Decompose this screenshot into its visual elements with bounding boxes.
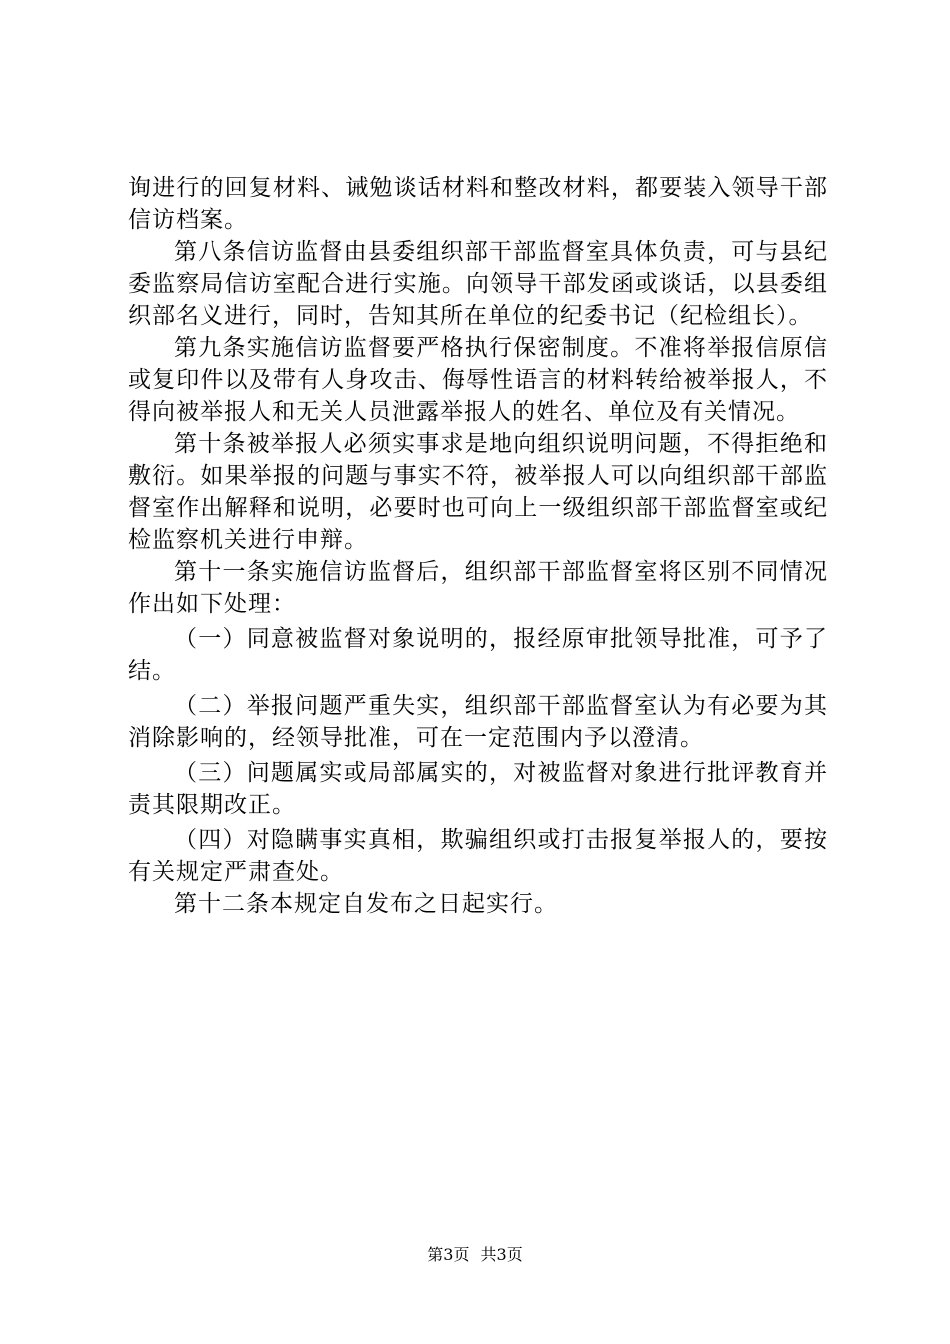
page-number: 第3页 xyxy=(427,1245,470,1264)
paragraph-item-2: （二）举报问题严重失实，组织部干部监督室认为有必要为其消除影响的，经领导批准，可在一定范围内予以澄清。 xyxy=(128,693,828,751)
page-footer xyxy=(0,1245,950,1265)
page-total: 共3页 xyxy=(480,1245,523,1264)
paragraph-article-10: 第十条被举报人必须实事求是地向组织说明问题，不得拒绝和敷衍。如果举报的问题与事实不符，被举报人可以向组织部干部监督室作出解释和说明，必要时也可向上一级组织部干部监督室或纪检监察机关进行申辩。 xyxy=(128,431,828,553)
paragraph-item-1: （一）同意被监督对象说明的，报经原审批领导批准，可予了结。 xyxy=(128,626,828,684)
document-body xyxy=(128,172,828,920)
paragraph-article-12: 第十二条本规定自发布之日起实行。 xyxy=(174,891,558,917)
paragraph-item-3: （三）问题属实或局部属实的，对被监督对象进行批评教育并责其限期改正。 xyxy=(128,760,828,818)
paragraph-continuation: 询进行的回复材料、诫勉谈话材料和整改材料，都要装入领导干部信访档案。 xyxy=(128,175,828,233)
paragraph-item-4: （四）对隐瞒事实真相，欺骗组织或打击报复举报人的，要按有关规定严肃查处。 xyxy=(128,827,828,885)
paragraph-article-8: 第八条信访监督由县委组织部干部监督室具体负责，可与县纪委监察局信访室配合进行实施。向领导干部发函或谈话，以县委组织部名义进行，同时，告知其所在单位的纪委书记（纪检组长）。 xyxy=(128,239,828,329)
paragraph-article-11: 第十一条实施信访监督后，组织部干部监督室将区别不同情况作出如下处理： xyxy=(128,559,828,617)
paragraph-article-9: 第九条实施信访监督要严格执行保密制度。不准将举报信原信或复印件以及带有人身攻击、侮辱性语言的材料转给被举报人，不得向被举报人和无关人员泄露举报人的姓名、单位及有关情况。 xyxy=(128,335,828,425)
